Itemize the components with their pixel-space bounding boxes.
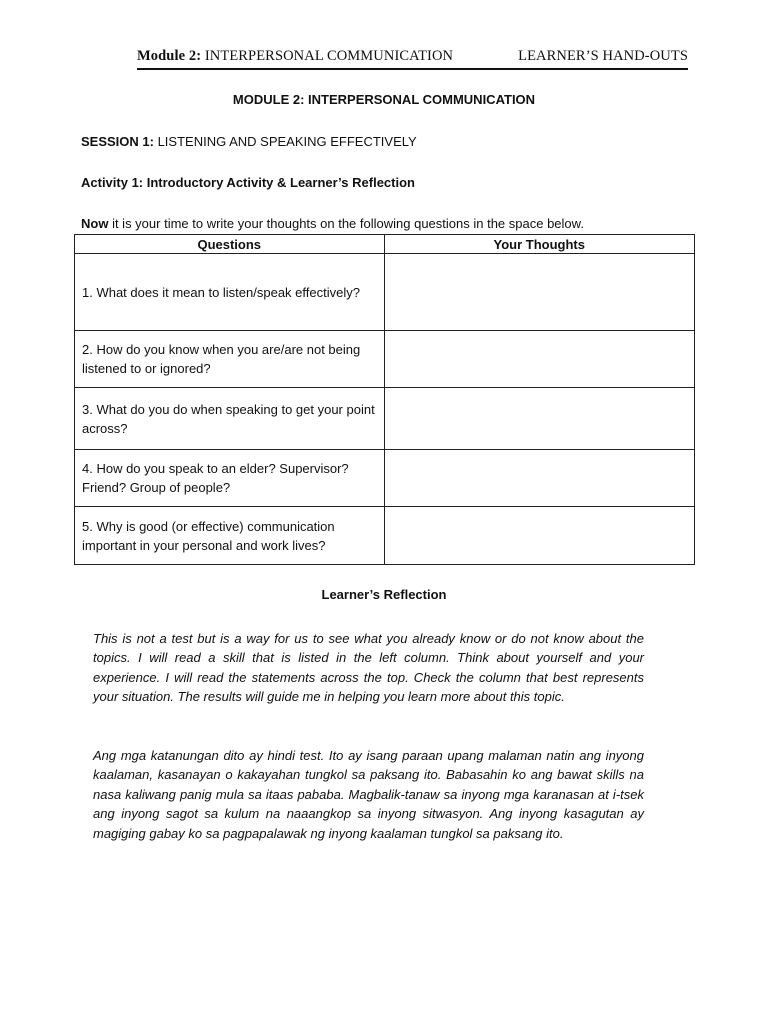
session-heading	[81, 134, 417, 149]
running-header	[137, 48, 688, 70]
thoughts-answer-cell[interactable]	[384, 331, 694, 388]
activity-heading: Activity 1: Introductory Activity & Learner’s Reflection	[81, 175, 415, 190]
session-label: SESSION 1:	[81, 134, 154, 149]
table-row	[75, 450, 695, 507]
thoughts-answer-cell[interactable]	[384, 507, 694, 565]
questions-table	[74, 234, 695, 565]
reflection-paragraph-english: This is not a test but is a way for us to see what you already know or do not know about the topics. I will read a skill that is listed in the left column. Think about yourself and your experience. I will read the statements across the top. Check the column that best represents your situation. The results will guide me in helping you learn more about this topic.	[93, 631, 644, 705]
table-header-row	[75, 235, 695, 254]
question-cell: 3. What do you do when speaking to get your point across?	[75, 388, 385, 450]
question-cell: 2. How do you know when you are/are not being listened to or ignored?	[75, 331, 385, 388]
thoughts-answer-cell[interactable]	[384, 254, 694, 331]
question-cell: 4. How do you speak to an elder? Supervisor? Friend? Group of people?	[75, 450, 385, 507]
questions-column-header: Questions	[75, 235, 385, 254]
header-module-label: Module 2:	[137, 48, 202, 64]
question-cell: 1. What does it mean to listen/speak effectively?	[75, 254, 385, 331]
table-row	[75, 388, 695, 450]
table-row	[75, 507, 695, 565]
instruction-body: it is your time to write your thoughts on the following questions in the space below.	[108, 216, 584, 231]
header-module-name: INTERPERSONAL COMMUNICATION	[201, 48, 454, 64]
instruction-emphasis: Now	[81, 216, 109, 231]
reflection-paragraph-filipino: Ang mga katanungan dito ay hindi test. Ito ay isang paraan upang malaman natin ang inyong kaalaman, kasanayan o kakayahan tungkol sa paksang ito. Babasahin ko ang bawat skills na nasa kaliwang panig mula sa itaas pababa. Magbalik-tanaw sa inyong mga karanasan at i-tsek ang inyong sagot sa kulum na naaangkop sa inyong sitwasyon. Ang inyong kasagutan ay magiging gabay ko sa pagpapalawak ng inyong kaalaman tungkol sa paksang ito.	[93, 748, 644, 841]
instruction-text	[81, 216, 584, 231]
thoughts-column-header: Your Thoughts	[384, 235, 694, 254]
table-row	[75, 331, 695, 388]
header-handouts-label: LEARNER’S HAND-OUTS	[518, 48, 688, 64]
header-module-title	[137, 48, 453, 65]
document-title: MODULE 2: INTERPERSONAL COMMUNICATION	[232, 92, 536, 107]
session-text: LISTENING AND SPEAKING EFFECTIVELY	[153, 134, 417, 149]
thoughts-answer-cell[interactable]	[384, 450, 694, 507]
table-row	[75, 254, 695, 331]
thoughts-answer-cell[interactable]	[384, 388, 694, 450]
reflection-heading: Learner’s Reflection	[321, 587, 447, 602]
question-cell: 5. Why is good (or effective) communication important in your personal and work lives?	[75, 507, 385, 565]
